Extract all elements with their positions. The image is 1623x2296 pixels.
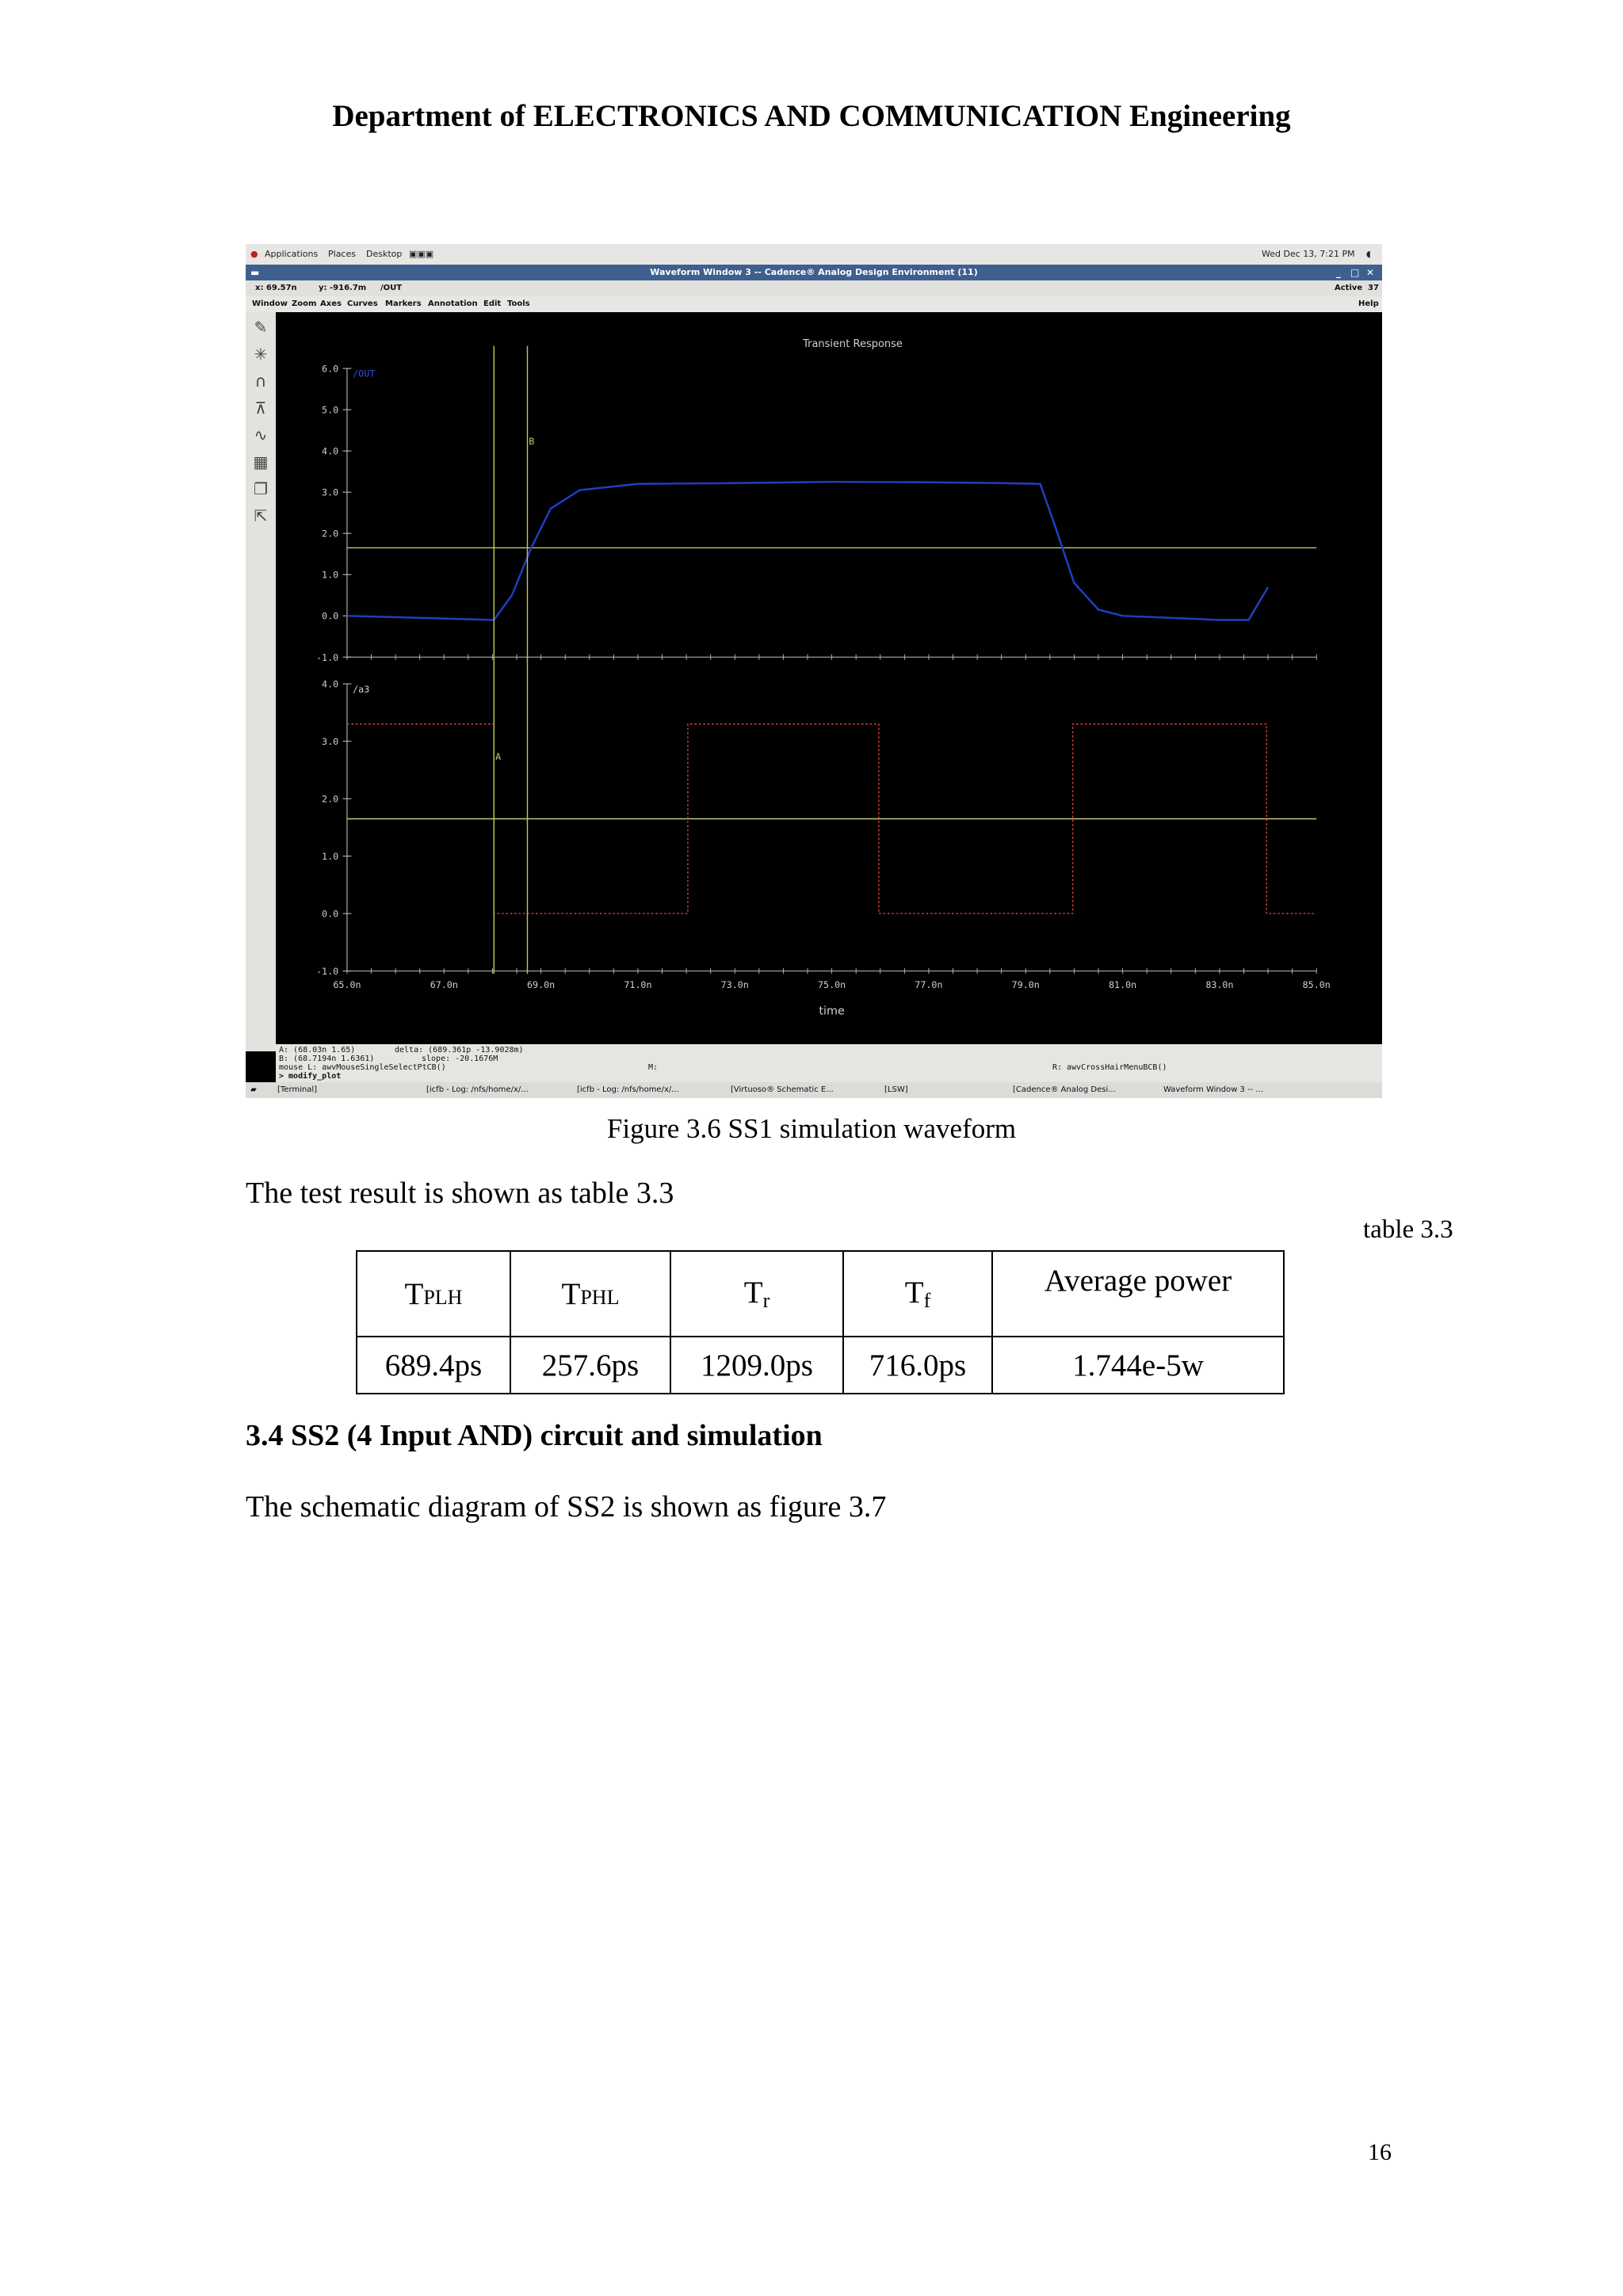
y-tick-label-0-1: 5.0 <box>322 404 339 416</box>
maximize-icon[interactable]: □ <box>1350 267 1360 278</box>
status-area <box>276 1044 1382 1082</box>
value-tr: 1209.0ps <box>670 1337 843 1394</box>
task-icfb-1[interactable]: [icfb - Log: /nfs/home/x/... <box>426 1085 529 1094</box>
task-lsw[interactable]: [LSW] <box>884 1085 908 1094</box>
minimize-icon[interactable]: _ <box>1336 267 1341 278</box>
launcher-icons[interactable]: ▣▣▣ <box>409 249 434 259</box>
x-tick-label-4: 73.0n <box>720 978 749 990</box>
x-readout: x: 69.57n <box>255 284 297 292</box>
x-tick-label-7: 79.0n <box>1011 978 1040 990</box>
task-waveform[interactable]: Waveform Window 3 -- ... <box>1163 1085 1264 1094</box>
y-tick-label-1-4: 0.0 <box>322 908 339 920</box>
menu-bar <box>246 296 1382 312</box>
menu-axes[interactable]: Axes <box>320 299 342 308</box>
y-tick-label-1-0: 4.0 <box>322 678 339 690</box>
figure-caption: Figure 3.6 SS1 simulation waveform <box>606 1113 1017 1144</box>
window-menu-icon[interactable]: ▬ <box>250 267 260 278</box>
x-tick-label-9: 83.0n <box>1205 978 1234 990</box>
section-text: The schematic diagram of SS2 is shown as figure 3.7 <box>246 1490 887 1524</box>
menu-markers[interactable]: Markers <box>385 299 422 308</box>
intro-text: The test result is shown as table 3.3 <box>246 1177 674 1210</box>
curve-icon[interactable]: ⊼ <box>254 399 267 418</box>
y-tick-label-1-3: 1.0 <box>322 851 339 863</box>
tool-column <box>246 312 276 1051</box>
marker-b-readout: B: (68.7194n 1.6361) <box>279 1055 375 1063</box>
x-axis-label: time <box>819 1005 845 1018</box>
y-tick-label-1-2: 2.0 <box>322 793 339 805</box>
header-tf: Tf <box>843 1251 992 1337</box>
header-average-power: Average power <box>992 1251 1284 1337</box>
crosshair-icon[interactable]: ✳ <box>254 345 268 364</box>
menu-curves[interactable]: Curves <box>347 299 378 308</box>
marker-label-a: A <box>495 751 502 763</box>
zoom-fit-icon[interactable]: ∩ <box>254 372 267 391</box>
task-icfb-2[interactable]: [icfb - Log: /nfs/home/x/... <box>577 1085 679 1094</box>
menu-tools[interactable]: Tools <box>507 299 530 308</box>
series-name-1: /a3 <box>353 683 370 695</box>
waveform-icon[interactable]: ∿ <box>254 425 268 444</box>
mouse-r-binding: R: awvCrossHairMenuBCB() <box>1052 1063 1167 1072</box>
copy-icon[interactable]: ❐ <box>254 479 268 498</box>
gnome-panel <box>246 244 1382 265</box>
page-header: Department of ELECTRONICS AND COMMUNICATION Engineering <box>332 99 1291 133</box>
show-desktop-icon[interactable]: ▰ <box>250 1085 257 1094</box>
clock: Wed Dec 13, 7:21 PM <box>1262 249 1355 259</box>
header-tphl: TPHL <box>510 1251 670 1337</box>
section-heading: 3.4 SS2 (4 Input AND) circuit and simulation <box>246 1419 823 1452</box>
volume-icon[interactable]: ◖ <box>1366 249 1371 259</box>
y-tick-label-0-5: 1.0 <box>322 569 339 581</box>
command-prompt[interactable]: > modify_plot <box>279 1072 342 1081</box>
data-row <box>357 1337 1284 1394</box>
y-tick-label-1-5: -1.0 <box>316 966 339 978</box>
window-title: Waveform Window 3 -- Cadence® Analog Design Environment (11) <box>650 267 978 277</box>
close-icon[interactable]: ✕ <box>1366 267 1375 278</box>
window-titlebar[interactable] <box>246 265 1382 280</box>
y-readout: y: -916.7m <box>319 284 367 292</box>
signal-readout: /OUT <box>380 284 403 292</box>
calculator-icon[interactable]: ▦ <box>253 452 269 471</box>
taskbar <box>246 1082 1382 1098</box>
series-name-0: /OUT <box>353 368 376 379</box>
active-number: 37 <box>1368 284 1379 292</box>
menu-help[interactable]: Help <box>1358 299 1379 308</box>
header-row <box>357 1251 1284 1337</box>
y-tick-label-0-7: -1.0 <box>316 651 339 663</box>
table-caption: table 3.3 <box>1363 1215 1453 1244</box>
header-tr: Tr <box>670 1251 843 1337</box>
y-tick-label-0-2: 4.0 <box>322 445 339 457</box>
x-tick-label-10: 85.0n <box>1302 978 1331 990</box>
active-label: Active <box>1335 284 1363 292</box>
y-tick-label-0-6: 0.0 <box>322 610 339 622</box>
marker-label-b: B <box>529 436 535 448</box>
task-virtuoso[interactable]: [Virtuoso® Schematic E... <box>731 1085 834 1094</box>
x-tick-label-8: 81.0n <box>1109 978 1137 990</box>
mouse-l-binding: mouse L: awvMouseSingleSelectPtCB() <box>279 1063 446 1072</box>
desktop-menu[interactable]: Desktop <box>366 249 403 259</box>
value-tphl: 257.6ps <box>510 1337 670 1394</box>
coordinate-bar <box>246 280 1382 296</box>
delta-readout: delta: (689.361p -13.9028m) <box>395 1046 524 1055</box>
plot-title: Transient Response <box>803 338 903 350</box>
value-average-power: 1.744e-5w <box>992 1337 1284 1394</box>
task-analog[interactable]: [Cadence® Analog Desi... <box>1013 1085 1116 1094</box>
x-tick-label-3: 71.0n <box>624 978 652 990</box>
marker-a-readout: A: (68.03n 1.65) <box>279 1046 356 1055</box>
y-tick-label-1-1: 3.0 <box>322 736 339 748</box>
page-number: 16 <box>1368 2139 1392 2165</box>
x-tick-label-6: 77.0n <box>915 978 943 990</box>
x-tick-label-0: 65.0n <box>333 978 361 990</box>
export-icon[interactable]: ⇱ <box>254 506 268 525</box>
header-tplh: TPLH <box>357 1251 510 1337</box>
x-tick-label-2: 69.0n <box>527 978 556 990</box>
applications-menu[interactable]: Applications <box>265 249 319 259</box>
results-table <box>356 1250 1285 1394</box>
redhat-icon: ● <box>250 249 258 259</box>
y-tick-label-0-3: 3.0 <box>322 486 339 498</box>
task-terminal[interactable]: [Terminal] <box>277 1085 318 1094</box>
slope-readout: slope: -20.1676M <box>422 1055 498 1063</box>
x-tick-label-5: 75.0n <box>818 978 846 990</box>
menu-annotation[interactable]: Annotation <box>428 299 478 308</box>
value-tplh: 689.4ps <box>357 1337 510 1394</box>
x-tick-label-1: 67.0n <box>430 978 458 990</box>
y-tick-label-0-4: 2.0 <box>322 528 339 540</box>
value-tf: 716.0ps <box>843 1337 992 1394</box>
y-tick-label-0-0: 6.0 <box>322 363 339 375</box>
pencil-icon[interactable]: ✎ <box>254 318 268 337</box>
places-menu[interactable]: Places <box>328 249 356 259</box>
mouse-m-binding: M: <box>648 1063 659 1072</box>
waveform-plot[interactable] <box>276 312 1382 1044</box>
menu-edit[interactable]: Edit <box>483 299 502 308</box>
menu-window[interactable]: Window <box>252 299 288 308</box>
menu-zoom[interactable]: Zoom <box>292 299 317 308</box>
waveform-screenshot <box>246 244 1382 1098</box>
